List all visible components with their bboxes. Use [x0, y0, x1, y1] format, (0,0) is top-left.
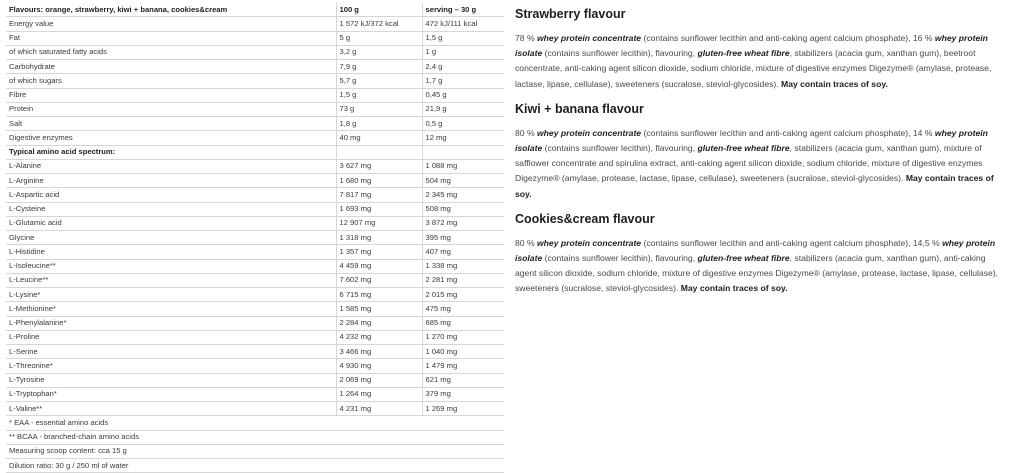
row-value-serving: 1,7 g — [422, 74, 504, 88]
row-label: L-Tyrosine — [6, 373, 336, 387]
ingredient-text: (contains sunflower lecithin), flavouring, — [542, 48, 698, 59]
row-label: L-Methionine* — [6, 302, 336, 316]
table-row — [6, 359, 504, 373]
ingredient-text: (contains sunflower lecithin), flavouring, — [542, 143, 698, 154]
row-value-serving: 508 mg — [422, 202, 504, 216]
table-row — [6, 316, 504, 330]
composition-panel — [515, 6, 1009, 306]
header-per-100g: 100 g — [336, 3, 422, 17]
row-label: L-Threonine* — [6, 359, 336, 373]
row-label: L-Serine — [6, 345, 336, 359]
table-header-row — [6, 3, 504, 17]
row-label: Fibre — [6, 88, 336, 102]
row-value-100g: 3,2 g — [336, 45, 422, 59]
row-label: Protein — [6, 102, 336, 116]
table-row — [6, 345, 504, 359]
row-value-serving: 379 mg — [422, 387, 504, 401]
row-value-100g: 1,5 g — [336, 88, 422, 102]
row-label: L-Alanine — [6, 159, 336, 173]
row-label: Glycine — [6, 231, 336, 245]
table-row — [6, 159, 504, 173]
row-label: L-Aspartic acid — [6, 188, 336, 202]
table-row — [6, 330, 504, 344]
table-row — [6, 245, 504, 259]
table-row — [6, 17, 504, 31]
table-row — [6, 31, 504, 45]
ingredient-emphasis — [537, 128, 641, 138]
row-value-serving: 1 269 mg — [422, 402, 504, 416]
row-value-serving: 685 mg — [422, 316, 504, 330]
flavour-title: Kiwi + banana flavour — [515, 101, 644, 116]
row-value-serving: 0,45 g — [422, 88, 504, 102]
row-label: of which saturated fatty acids — [6, 45, 336, 59]
table-row — [6, 74, 504, 88]
note-row — [6, 444, 504, 458]
ingredients-text — [515, 31, 1009, 92]
ingredient-highlight: gluten-free wheat fibre — [697, 48, 790, 59]
row-value-100g: 4 930 mg — [336, 359, 422, 373]
row-value-serving: 0,5 g — [422, 117, 504, 131]
ingredient-emphasis — [537, 33, 641, 43]
row-value-100g: 2 284 mg — [336, 316, 422, 330]
row-value-serving: 621 mg — [422, 373, 504, 387]
row-value-serving: 1 479 mg — [422, 359, 504, 373]
table-row — [6, 117, 504, 131]
row-value-100g: 5,7 g — [336, 74, 422, 88]
ingredient-highlight: whey protein isolate — [515, 127, 988, 154]
row-value-serving: 1 270 mg — [422, 330, 504, 344]
row-value-100g: 7 602 mg — [336, 273, 422, 287]
ingredient-highlight: whey protein isolate — [515, 237, 996, 264]
flavour-section — [515, 6, 1009, 92]
row-label: Energy value — [6, 17, 336, 31]
row-label: L-Proline — [6, 330, 336, 344]
row-label: L-Cysteine — [6, 202, 336, 216]
ingredient-text: 80 % — [515, 237, 537, 248]
ingredient-text: (contains sunflower lecithin and anti-caking agent calcium phosphate), 14 % — [641, 127, 935, 138]
note-row — [6, 430, 504, 444]
allergen-note: May contain traces of soy. — [515, 173, 994, 199]
table-row — [6, 188, 504, 202]
row-value-100g: 40 mg — [336, 131, 422, 145]
row-value-serving: 1 338 mg — [422, 259, 504, 273]
row-value-serving: 1 040 mg — [422, 345, 504, 359]
header-per-serving: serving – 30 g — [422, 3, 504, 17]
table-row — [6, 145, 504, 159]
ingredient-highlight: gluten-free wheat fibre — [697, 253, 790, 264]
table-row — [6, 302, 504, 316]
row-value-serving: 472 kJ/111 kcal — [422, 17, 504, 31]
table-row — [6, 45, 504, 59]
flavour-section — [515, 211, 1009, 297]
row-value-100g: 1 680 mg — [336, 174, 422, 188]
ingredient-text: (contains sunflower lecithin and anti-caking agent calcium phosphate), 14,5 % — [641, 237, 943, 248]
table-row — [6, 259, 504, 273]
row-value-serving: 1 088 mg — [422, 159, 504, 173]
row-value-100g: 1 357 mg — [336, 245, 422, 259]
ingredients-text — [515, 236, 1009, 297]
ingredient-emphasis — [537, 238, 641, 248]
row-value-100g: 1 585 mg — [336, 302, 422, 316]
flavour-title: Cookies&cream flavour — [515, 211, 655, 226]
row-value-100g: 4 232 mg — [336, 330, 422, 344]
ingredient-text: 78 % — [515, 33, 537, 43]
row-value-serving: 504 mg — [422, 174, 504, 188]
row-value-serving: 395 mg — [422, 231, 504, 245]
row-value-100g — [336, 145, 422, 159]
row-value-100g: 5 g — [336, 31, 422, 45]
ingredient-highlight: whey protein concentrate — [536, 33, 642, 43]
row-value-100g: 1 318 mg — [336, 231, 422, 245]
ingredient-text: 80 % — [515, 127, 537, 138]
row-value-serving: 21,9 g — [422, 102, 504, 116]
row-label: L-Valine** — [6, 402, 336, 416]
note-text: Measuring scoop content: cca 15 g — [6, 444, 504, 458]
note-row — [6, 416, 504, 430]
note-text: ** BCAA - branched-chain amino acids — [6, 430, 504, 444]
row-value-100g: 7,9 g — [336, 60, 422, 74]
row-value-100g: 4 459 mg — [336, 259, 422, 273]
row-value-100g: 1 693 mg — [336, 202, 422, 216]
flavour-section — [515, 101, 1009, 202]
ingredient-text: (contains sunflower lecithin and anti-caking agent calcium phosphate), 16 % — [641, 33, 935, 43]
row-value-100g: 3 627 mg — [336, 159, 422, 173]
ingredient-emphasis — [697, 253, 789, 263]
table-row — [6, 131, 504, 145]
table-row — [6, 387, 504, 401]
row-label: L-Lysine* — [6, 288, 336, 302]
row-value-100g: 73 g — [336, 102, 422, 116]
row-label: L-Histidine — [6, 245, 336, 259]
ingredient-emphasis — [697, 143, 789, 153]
row-value-100g: 1,8 g — [336, 117, 422, 131]
row-label: Carbohydrate — [6, 60, 336, 74]
ingredient-text: (contains sunflower lecithin), flavouring, — [542, 253, 698, 264]
row-label: of which sugars — [6, 74, 336, 88]
row-value-serving: 2,4 g — [422, 60, 504, 74]
row-value-serving — [422, 145, 504, 159]
row-label: Salt — [6, 117, 336, 131]
table-row — [6, 231, 504, 245]
row-value-100g: 12 907 mg — [336, 216, 422, 230]
ingredient-highlight: whey protein concentrate — [536, 237, 642, 248]
row-value-100g: 1 572 kJ/372 kcal — [336, 17, 422, 31]
row-value-serving: 1 g — [422, 45, 504, 59]
ingredient-highlight: whey protein concentrate — [536, 127, 642, 138]
row-value-100g: 4 231 mg — [336, 402, 422, 416]
row-value-serving: 12 mg — [422, 131, 504, 145]
ingredient-emphasis — [697, 48, 789, 58]
row-value-100g: 3 466 mg — [336, 345, 422, 359]
row-value-serving: 475 mg — [422, 302, 504, 316]
row-value-100g: 1 264 mg — [336, 387, 422, 401]
ingredient-text: , stabilizers (acacia gum, xanthan gum), mixture of safflower concentrate and spirulina extract, anti-caking agent silicon dioxide, sodium chloride, mixture of digestive enzymes Digezyme® (amylase, protease, lactase, lipase, cellulase), sweeteners (sucralose, steviol-glycosides). — [515, 143, 983, 184]
row-value-serving: 2 345 mg — [422, 188, 504, 202]
row-label: Typical amino acid spectrum: — [6, 145, 336, 159]
allergen-note: May contain traces of soy. — [781, 78, 888, 89]
nutrition-table — [6, 3, 504, 473]
row-label: L-Leucine** — [6, 273, 336, 287]
row-label: L-Tryptophan* — [6, 387, 336, 401]
row-value-serving: 2 015 mg — [422, 288, 504, 302]
row-value-serving: 3 872 mg — [422, 216, 504, 230]
ingredient-text: , stabilizers (acacia gum, xanthan gum), beetroot concentrate, anti-caking agent silicon dioxide, sodium chloride, mixture of digestive enzymes Digezyme® (amylase, protease, lactase, lipase, cellulase), sweeteners (sucralose, steviol-glycosides). — [515, 48, 992, 89]
table-notes — [6, 416, 504, 473]
ingredient-highlight: whey protein isolate — [515, 33, 988, 59]
row-value-serving: 407 mg — [422, 245, 504, 259]
table-row — [6, 402, 504, 416]
note-text: Dilution ratio: 30 g / 250 ml of water — [6, 459, 504, 473]
header-flavours: Flavours: orange, strawberry, kiwi + banana, cookies&cream — [6, 3, 336, 17]
row-label: Digestive enzymes — [6, 131, 336, 145]
ingredient-text: , stabilizers (acacia gum, xanthan gum), anti-caking agent silicon dioxide, sodium chloride, mixture of digestive enzymes Digezyme® (amylase, protease, lactase, lipase, cellulase), sweeteners (sucralose, steviol-glycosides). — [515, 253, 999, 294]
flavour-title: Strawberry flavour — [515, 7, 626, 21]
row-label: L-Phenylalanine* — [6, 316, 336, 330]
table-row — [6, 373, 504, 387]
row-label: L-Isoleucine** — [6, 259, 336, 273]
row-value-serving: 1,5 g — [422, 31, 504, 45]
table-row — [6, 216, 504, 230]
table-row — [6, 174, 504, 188]
nutrition-table-body — [6, 17, 504, 416]
ingredient-highlight: gluten-free wheat fibre — [697, 143, 790, 154]
ingredients-text — [515, 126, 1009, 202]
table-row — [6, 288, 504, 302]
row-value-100g: 2 069 mg — [336, 373, 422, 387]
note-text: * EAA - essential amino acids — [6, 416, 504, 430]
row-value-serving: 2 281 mg — [422, 273, 504, 287]
row-value-100g: 7 817 mg — [336, 188, 422, 202]
table-row — [6, 88, 504, 102]
table-row — [6, 60, 504, 74]
row-label: Fat — [6, 31, 336, 45]
allergen-note: May contain traces of soy. — [680, 283, 788, 294]
row-label: L-Arginine — [6, 174, 336, 188]
row-label: L-Glutamic acid — [6, 216, 336, 230]
table-row — [6, 102, 504, 116]
row-value-100g: 6 715 mg — [336, 288, 422, 302]
table-row — [6, 273, 504, 287]
table-row — [6, 202, 504, 216]
